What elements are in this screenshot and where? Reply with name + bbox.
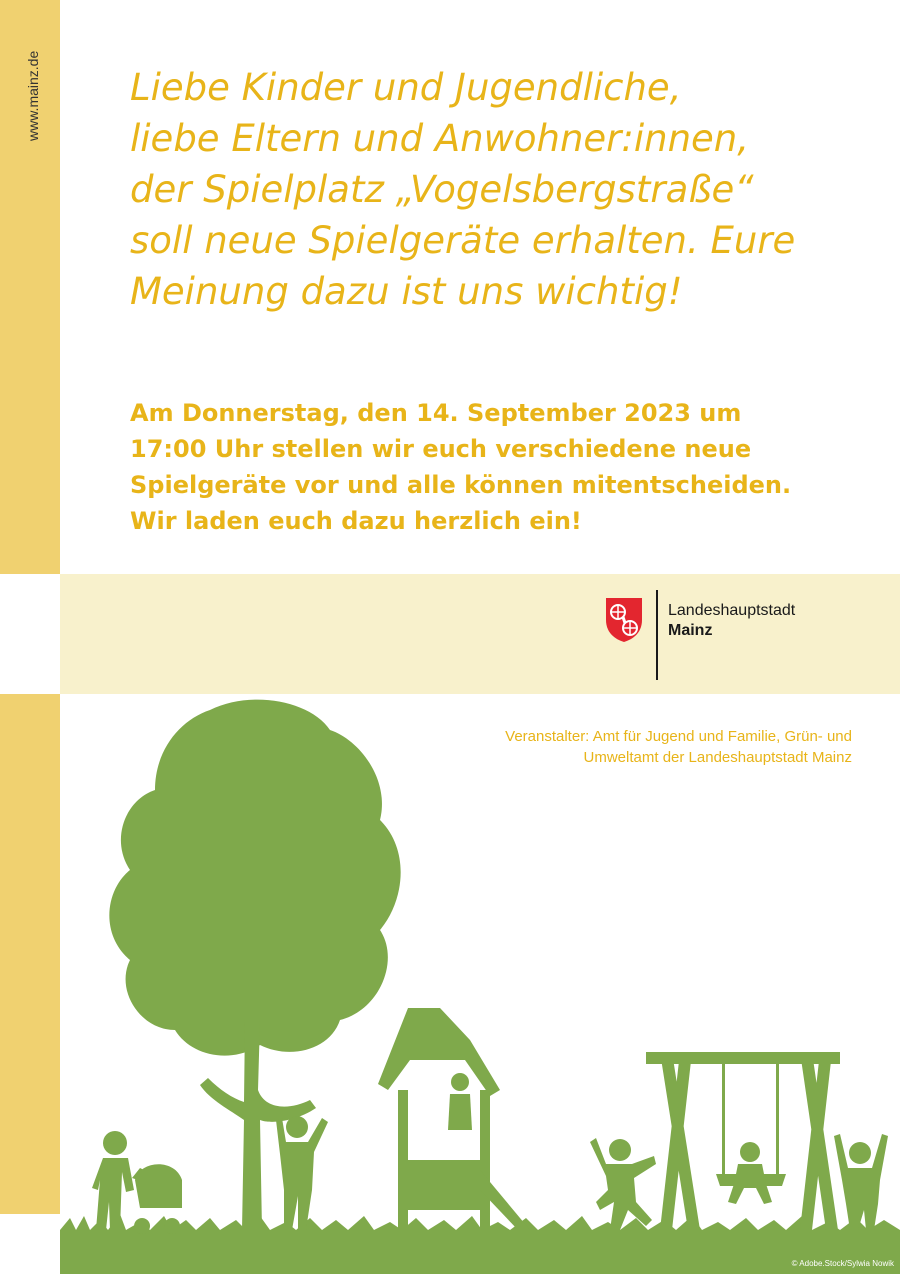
photo-credit: © Adobe.Stock/Sylwia Nowik (791, 1259, 894, 1268)
intro-line: liebe Eltern und Anwohner:innen, (130, 117, 749, 160)
logo-divider (656, 590, 658, 680)
website-url (25, 111, 41, 141)
playhouse-body (398, 1090, 490, 1230)
intro-line: soll neue Spielgeräte erhalten. Eure (130, 219, 796, 262)
child-pram-body (92, 1158, 134, 1230)
swing-rope-left (722, 1064, 725, 1174)
child-waving-head (286, 1116, 308, 1138)
playhouse-roof (378, 1008, 500, 1096)
tree-canopy (109, 700, 400, 1056)
event-line: Wir laden euch dazu herzlich ein! (130, 507, 582, 535)
child-tower-head (451, 1073, 469, 1091)
sidebar-bottom-stripe (0, 694, 60, 1214)
event-line: 17:00 Uhr stellen wir euch verschiedene neue (130, 435, 752, 463)
event-line: Am Donnerstag, den 14. September 2023 um (130, 399, 742, 427)
intro-text (130, 62, 870, 317)
intro-line: Meinung dazu ist uns wichtig! (130, 270, 683, 313)
child-swing-body (728, 1164, 772, 1204)
organizer-line-2: Umweltamt der Landeshauptstadt Mainz (583, 749, 852, 766)
logo-line-2: Mainz (668, 622, 713, 639)
event-text (130, 395, 870, 539)
intro-line: Liebe Kinder und Jugendliche, (130, 66, 682, 109)
child-pram-head (103, 1131, 127, 1155)
child-running-head (609, 1139, 631, 1161)
playground-illustration (60, 690, 900, 1274)
swing-frame (646, 1052, 840, 1230)
event-line: Spielgeräte vor und alle können mitentscheiden. (130, 471, 792, 499)
swing-rope-right (776, 1064, 779, 1174)
child-swing-head (740, 1142, 760, 1162)
city-logo (604, 590, 824, 680)
logo-line-1: Landeshauptstadt (668, 602, 796, 619)
intro-line: der Spielplatz „Vogelsbergstraße“ (130, 168, 754, 211)
organizer-line-1: Veranstalter: Amt für Jugend und Familie, Grün- und (505, 728, 852, 745)
child-cheering-head (849, 1142, 871, 1164)
child-tower-body (448, 1094, 472, 1130)
mainz-coat-of-arms-icon (604, 596, 644, 644)
